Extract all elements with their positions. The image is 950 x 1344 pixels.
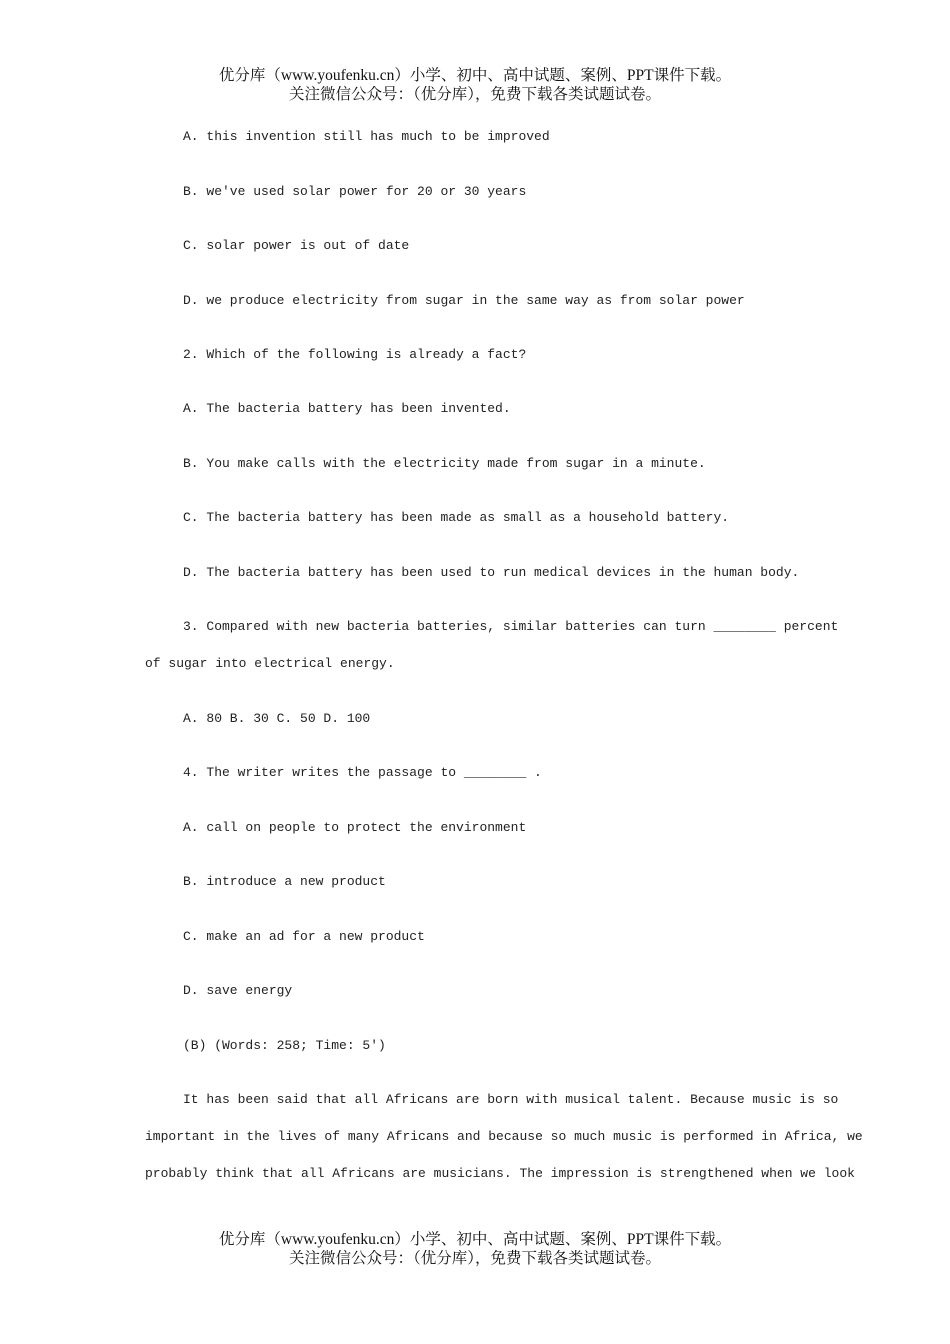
q4-option-d: D. save energy [183,983,293,998]
q2-option-a: A. The bacteria battery has been invented. [183,401,511,416]
q2-option-b: B. You make calls with the electricity made from sugar in a minute. [183,456,706,471]
q4-stem: 4. The writer writes the passage to ________ . [183,765,542,780]
footer-line-2: 关注微信公众号：（优分库），免费下载各类试题试卷。 [288,1250,661,1267]
header-line-1: 优分库（www.youfenku.cn）小学、初中、高中试题、案例、PPT课件下载。 [218,67,732,84]
q2-option-c: C. The bacteria battery has been made as small as a household battery. [183,510,730,525]
q4-option-a: A. call on people to protect the environment [183,820,527,835]
q3-stem-line-2: of sugar into electrical energy. [145,656,395,671]
q4-option-c: C. make an ad for a new product [183,929,425,944]
q2-stem: 2. Which of the following is already a fact? [183,347,527,362]
section-b-title: (B) (Words: 258; Time: 5') [183,1038,386,1053]
passage-line-2: important in the lives of many Africans and because so much music is performed in Africa, we [145,1129,863,1144]
q1-option-d: D. we produce electricity from sugar in the same way as from solar power [183,293,745,308]
header-line-2: 关注微信公众号：（优分库），免费下载各类试题试卷。 [288,86,661,103]
q3-options: A. 80 B. 30 C. 50 D. 100 [183,711,371,726]
page-header [0,66,950,104]
passage-line-1: It has been said that all Africans are born with musical talent. Because music is so [183,1092,839,1107]
q2-option-d: D. The bacteria battery has been used to run medical devices in the human body. [183,565,800,580]
q1-option-b: B. we've used solar power for 20 or 30 years [183,184,527,199]
page-footer [0,1230,950,1268]
q4-option-b: B. introduce a new product [183,874,386,889]
footer-line-1: 优分库（www.youfenku.cn）小学、初中、高中试题、案例、PPT课件下载。 [218,1231,732,1248]
passage-line-3: probably think that all Africans are musicians. The impression is strengthened when we look [145,1166,855,1181]
q1-option-c: C. solar power is out of date [183,238,410,253]
q3-stem-line-1: 3. Compared with new bacteria batteries, similar batteries can turn ________ percent [183,619,839,634]
q1-option-a: A. this invention still has much to be improved [183,129,550,144]
